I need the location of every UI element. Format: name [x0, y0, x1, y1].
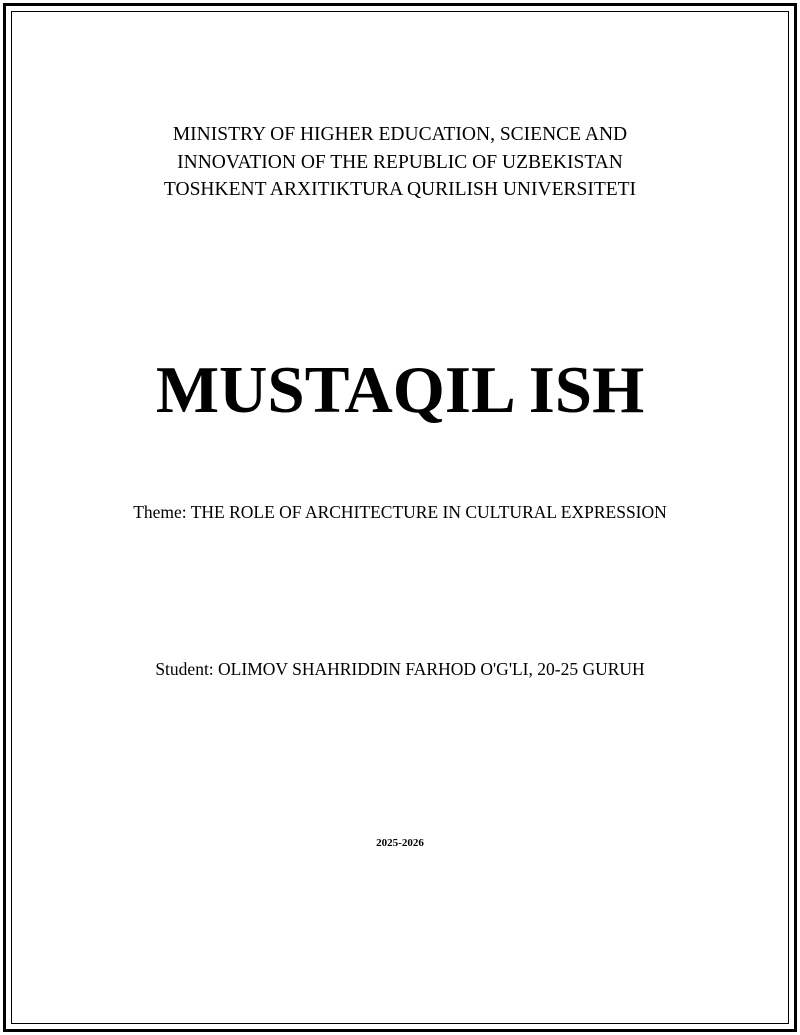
- theme-line: Theme: THE ROLE OF ARCHITECTURE IN CULTURAL EXPRESSION: [133, 502, 667, 522]
- institution-header: [0, 121, 800, 204]
- header-line-university: TOSHKENT ARXITIKTURA QURILISH UNIVERSITETI: [163, 179, 637, 200]
- document-title: MUSTAQIL ISH: [155, 353, 645, 427]
- student-line: Student: OLIMOV SHAHRIDDIN FARHOD O'G'LI, 20-25 GURUH: [155, 659, 645, 679]
- academic-year: 2025-2026: [376, 837, 424, 849]
- header-line-republic: INNOVATION OF THE REPUBLIC OF UZBEKISTAN: [177, 151, 623, 173]
- header-line-ministry: MINISTRY OF HIGHER EDUCATION, SCIENCE AND: [172, 124, 628, 145]
